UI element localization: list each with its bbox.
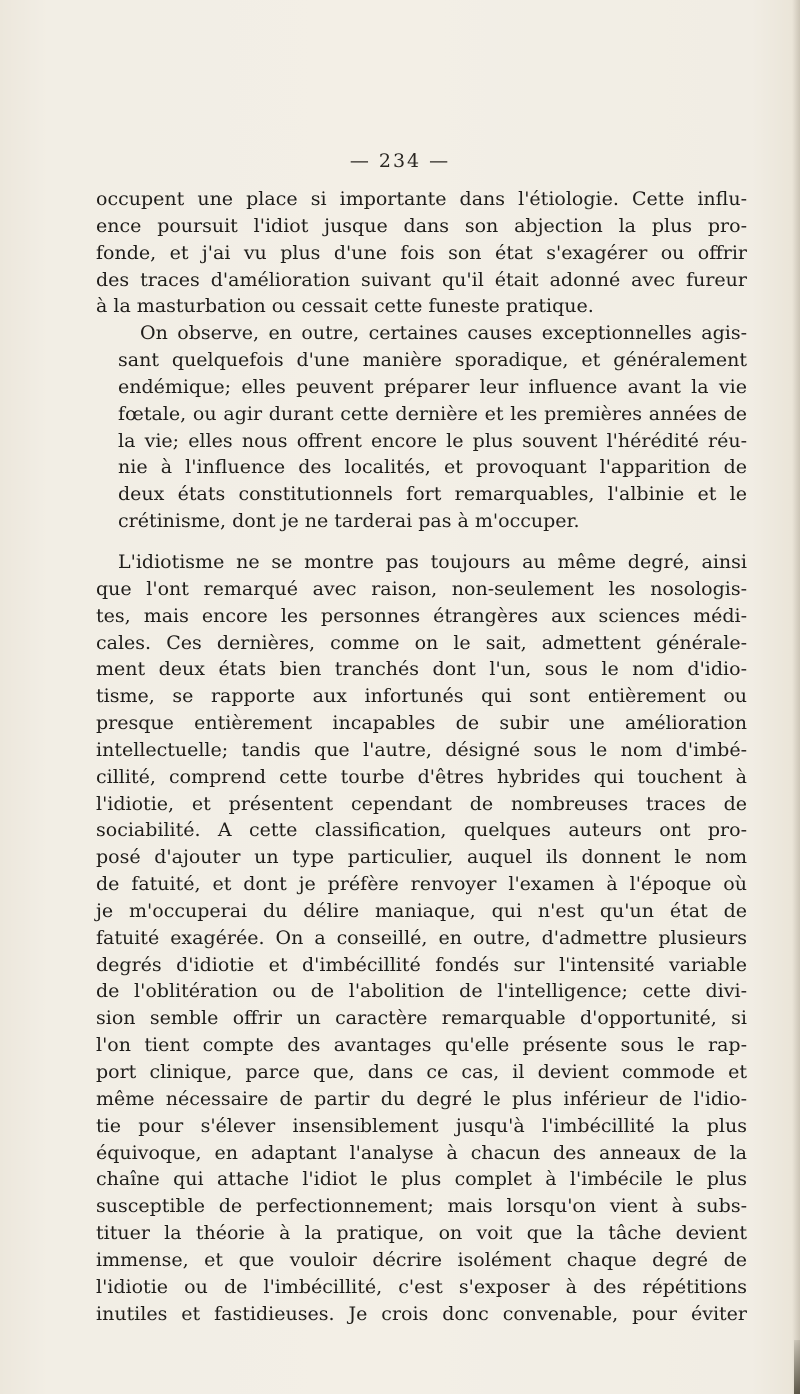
text-line: nie à l'influence des localités, et provoquant l'apparition de — [118, 456, 747, 479]
text-line: sion semble offrir un caractère remarquable d'opportunité, si — [96, 1007, 747, 1030]
text-line: la vie; elles nous offrent encore le plus souvent l'hérédité réu- — [118, 429, 747, 452]
text-line: fœtale, ou agir durant cette dernière et les premières années de — [118, 402, 747, 425]
body-text — [96, 186, 747, 1327]
text-line: L'idiotisme ne se montre pas toujours au même degré, ainsi — [118, 550, 747, 573]
text-line: à la masturbation ou cessait cette funeste pratique. — [96, 295, 594, 318]
paragraph-2 — [96, 320, 747, 535]
text-line: tituer la théorie à la pratique, on voit que la tâche devient — [96, 1222, 747, 1245]
text-line: l'on tient compte des avantages qu'elle présente sous le rap- — [96, 1034, 747, 1057]
text-line: fonde, et j'ai vu plus d'une fois son état s'exagérer ou offrir — [96, 241, 747, 264]
text-line: ment deux états bien tranchés dont l'un, sous le nom d'idio- — [96, 658, 747, 681]
text-line: On observe, en outre, certaines causes exceptionnelles agis- — [140, 322, 747, 345]
text-line: cillité, comprend cette tourbe d'êtres hybrides qui touchent à — [96, 765, 747, 788]
text-line: susceptible de perfectionnement; mais lorsqu'on vient à subs- — [96, 1195, 747, 1218]
text-line: tes, mais encore les personnes étrangères aux sciences médi- — [96, 604, 747, 627]
page-number: — 234 — — [349, 150, 451, 172]
text-line: chaîne qui attache l'idiot le plus complet à l'imbécile le plus — [96, 1168, 747, 1191]
text-line: l'idiotie ou de l'imbécillité, c'est s'exposer à des répétitions — [96, 1275, 747, 1298]
text-line: même nécessaire de partir du degré le plus inférieur de l'idio- — [96, 1087, 747, 1110]
page-edge-shadow — [792, 0, 800, 1394]
text-line: immense, et que vouloir décrire isolément chaque degré de — [96, 1248, 747, 1271]
text-line: tisme, se rapporte aux infortunés qui sont entièrement ou — [96, 685, 747, 708]
text-line: tie pour s'élever insensiblement jusqu'à l'imbécillité la plus — [96, 1114, 747, 1137]
text-line: l'idiotie, et présentent cependant de nombreuses traces de — [96, 792, 747, 815]
paragraph-1 — [96, 186, 747, 320]
text-line: degrés d'idiotie et d'imbécillité fondés sur l'intensité variable — [96, 953, 747, 976]
text-line: cales. Ces dernières, comme on le sait, admettent générale- — [96, 631, 747, 654]
paragraph-3 — [96, 549, 747, 1327]
text-line: intellectuelle; tandis que l'autre, désigné sous le nom d'imbé- — [96, 738, 747, 761]
text-line: que l'ont remarqué avec raison, non-seulement les nosologis- — [96, 577, 747, 600]
text-line: sociabilité. A cette classification, quelques auteurs ont pro- — [96, 819, 747, 842]
binding-mark — [794, 1340, 800, 1394]
text-line: port clinique, parce que, dans ce cas, il devient commode et — [96, 1061, 747, 1083]
text-line: posé d'ajouter un type particulier, auquel ils donnent le nom — [96, 846, 747, 869]
text-line: presque entièrement incapables de subir une amélioration — [96, 712, 747, 735]
text-line: de l'oblitération ou de l'abolition de l'intelligence; cette divi- — [96, 980, 747, 1003]
text-line: ence poursuit l'idiot jusque dans son abjection la plus pro- — [96, 214, 747, 237]
text-line: de fatuité, et dont je préfère renvoyer l'examen à l'époque où — [96, 873, 747, 896]
text-line: je m'occuperai du délire maniaque, qui n'est qu'un état de — [96, 899, 747, 922]
text-line: fatuité exagérée. On a conseillé, en outre, d'admettre plusieurs — [96, 926, 747, 949]
text-line: inutiles et fastidieuses. Je crois donc convenable, pour éviter — [96, 1302, 747, 1325]
text-line: crétinisme, dont je ne tarderai pas à m'occuper. — [118, 510, 580, 533]
text-line: deux états constitutionnels fort remarquables, l'albinie et le — [118, 483, 747, 506]
text-line: sant quelquefois d'une manière sporadique, et généralement — [118, 349, 747, 372]
text-line: occupent une place si importante dans l'étiologie. Cette influ- — [96, 188, 747, 210]
text-line: des traces d'amélioration suivant qu'il était adonné avec fureur — [96, 268, 747, 291]
text-line: équivoque, en adaptant l'analyse à chacun des anneaux de la — [96, 1141, 747, 1164]
text-line: endémique; elles peuvent préparer leur influence avant la vie — [118, 375, 747, 398]
